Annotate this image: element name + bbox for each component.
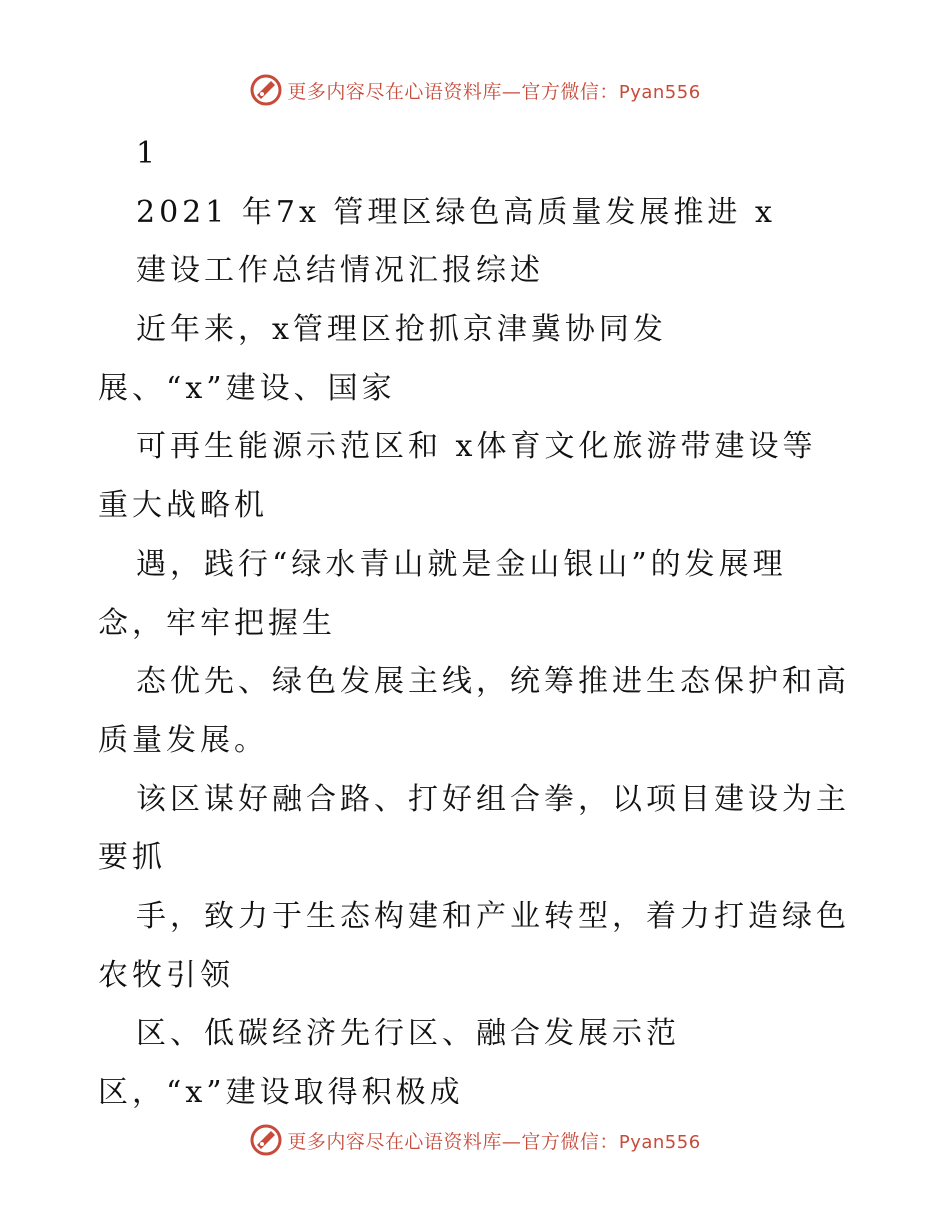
text-line: 区、低碳经济先行区、融合发展示范 bbox=[136, 1016, 680, 1052]
text-line: 近年来，x管理区抢抓京津冀协同发 bbox=[136, 312, 667, 348]
document-body bbox=[0, 125, 950, 1123]
banner-text: 更多内容尽在心语资料库—官方微信：Pyan556 bbox=[287, 1130, 701, 1153]
text-line: 遇，践行“绿水青山就是金山银山”的发展理 bbox=[136, 546, 787, 582]
text-line: 质量发展。 bbox=[98, 722, 268, 758]
banner-text: 更多内容尽在心语资料库—官方微信：Pyan556 bbox=[287, 80, 701, 103]
footer-banner bbox=[0, 1120, 950, 1160]
text-line: 农牧引领 bbox=[98, 957, 234, 993]
text-line: 手，致力于生态构建和产业转型，着力打造绿色 bbox=[136, 898, 850, 934]
pen-logo-icon bbox=[249, 73, 283, 107]
text-line: 1 bbox=[136, 136, 160, 171]
text-line: 可再生能源示范区和 x体育文化旅游带建设等 bbox=[136, 429, 817, 465]
pen-logo-icon bbox=[249, 1123, 283, 1157]
text-line: 该区谋好融合路、打好组合拳，以项目建设为主 bbox=[136, 781, 850, 817]
text-line: 区，“x”建设取得积极成 bbox=[98, 1075, 464, 1110]
text-line: 念，牢牢把握生 bbox=[98, 605, 336, 641]
text-line: 态优先、绿色发展主线，统筹推进生态保护和高 bbox=[136, 664, 850, 700]
text-line: 2021 年7x 管理区绿色高质量发展推进 x bbox=[136, 194, 776, 230]
text-line: 要抓 bbox=[98, 840, 166, 876]
text-line: 建设工作总结情况汇报综述 bbox=[136, 253, 544, 289]
text-line: 展、“x”建设、国家 bbox=[98, 370, 396, 406]
text-line: 重大战略机 bbox=[98, 488, 268, 524]
header-banner bbox=[0, 70, 950, 110]
